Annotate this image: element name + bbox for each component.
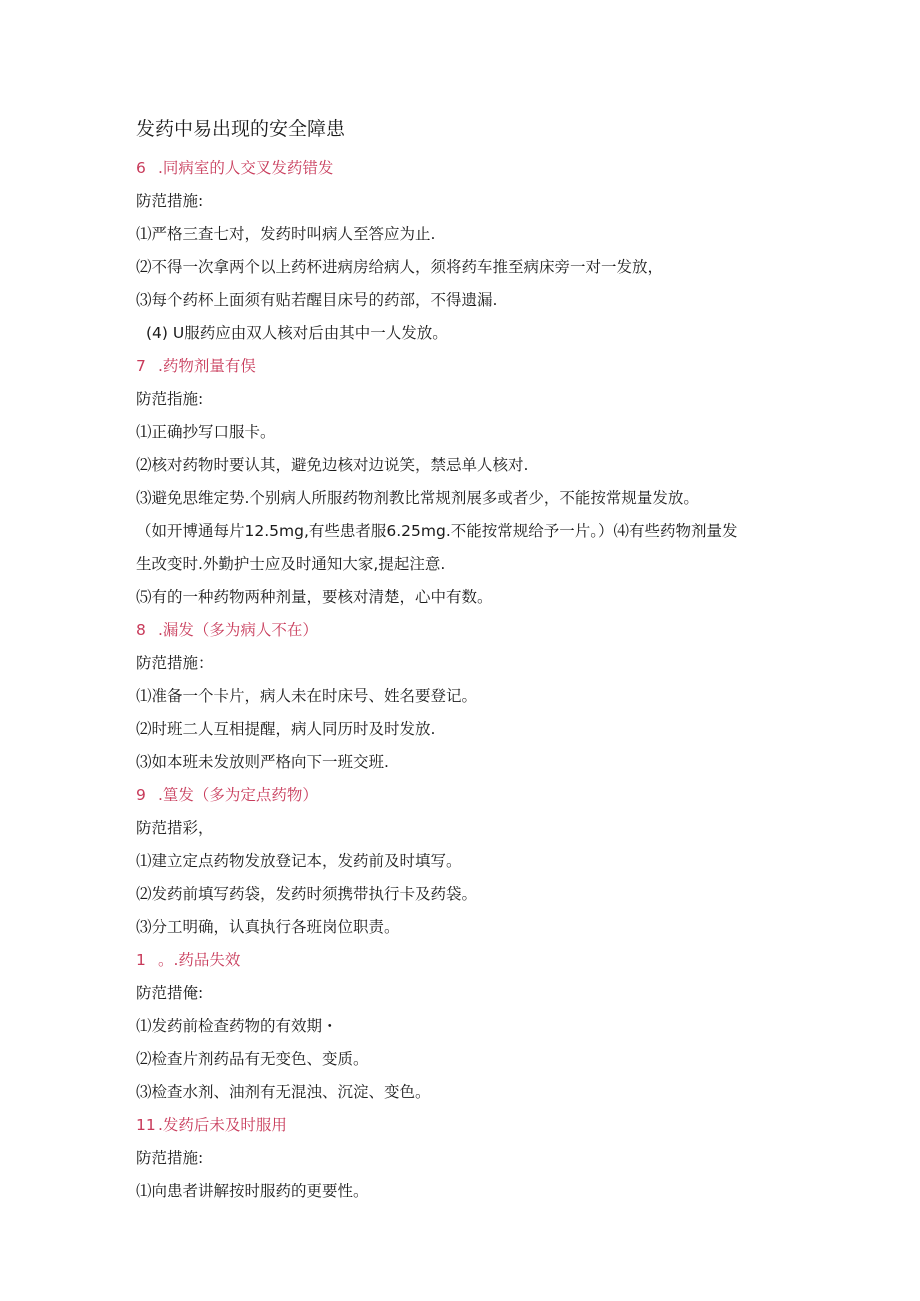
- list-item: ⑶每个药杯上面须有贴若醒目床号的药部，不得遗漏.: [136, 291, 498, 309]
- list-item: ⑵不得一次拿两个以上药杯进病房给病人，须将药车推至病床旁一对一发放，: [136, 258, 664, 276]
- list-item: ⑵核对药物时要认其，避免边核对边说笑，禁忌单人核对.: [136, 456, 529, 474]
- section-number: 1: [136, 951, 146, 969]
- section-number: 6: [136, 159, 146, 177]
- list-item: ⑴发药前检查药物的有效期・: [136, 1017, 338, 1035]
- list-item: ⑵发药前填写药袋，发药时须携带执行卡及药袋。: [136, 885, 478, 903]
- section-heading: [136, 614, 796, 647]
- list-item: ⑴向患者讲解按时服药的更要性。: [136, 1182, 369, 1200]
- measures-label: 防范措施:: [136, 1149, 204, 1167]
- list-item: ⑴建立定点药物发放登记本，发药前及时填写。: [136, 852, 462, 870]
- measures-label: 防范措施:: [136, 192, 204, 210]
- list-item: ⑸有的一种药物两种剂量，要核对清楚，心中有数。: [136, 588, 493, 606]
- section-heading: [136, 944, 796, 977]
- section-heading: [136, 1109, 796, 1142]
- measures-label: 防范措彩，: [136, 819, 214, 837]
- section-heading-text: .发药后未及时服用: [158, 1116, 287, 1134]
- section-heading-text: .同病室的人交叉发药错发: [158, 159, 334, 177]
- list-item: ⑴正确抄写口服卡。: [136, 423, 276, 441]
- list-item: ⑶如本班未发放则严格向下一班交班.: [136, 753, 389, 771]
- list-item: ⑶避免思维定势.个别病人所服药物剂教比常规剂展多或者少，不能按常规量发放。: [136, 489, 699, 507]
- document-title: 发药中易出现的安全障患: [136, 118, 346, 140]
- list-item: ⑵检查片剂药品有无变色、变质。: [136, 1050, 369, 1068]
- list-item: ⑶分工明确，认真执行各班岗位职责。: [136, 918, 400, 936]
- section-heading-text: .篁发（多为定点药物）: [158, 786, 318, 804]
- measures-label: 防范措俺:: [136, 984, 204, 1002]
- section-number: 7: [136, 357, 146, 375]
- measures-label: 防范措施：: [136, 654, 214, 672]
- list-item: 生改变时.外勤护士应及时通知大家,提起注意.: [136, 555, 446, 573]
- section-number: 11: [136, 1116, 156, 1134]
- section-heading-text: .药物剂量有俣: [158, 357, 256, 375]
- list-item: （如开博通每片12.5mg,有些患者服6.25mg.不能按常规给予一片。）⑷有些药物剂量发: [136, 522, 738, 540]
- list-item: ⑶检查水剂、油剂有无混浊、沉淀、变色。: [136, 1083, 431, 1101]
- section-heading: [136, 152, 796, 185]
- section-heading: [136, 779, 796, 812]
- measures-label: 防范指施:: [136, 390, 204, 408]
- list-item: (4) U服药应由双人核对后由其中一人发放。: [146, 324, 448, 342]
- section-number: 9: [136, 786, 146, 804]
- list-item: ⑴准备一个卡片，病人未在时床号、姓名要登记。: [136, 687, 478, 705]
- section-heading: [136, 350, 796, 383]
- section-heading-text: 。.药品失效: [158, 951, 241, 969]
- list-item: ⑵时班二人互相提醒，病人同历时及时发放.: [136, 720, 436, 738]
- document-page: [136, 112, 796, 1208]
- section-heading-text: .漏发（多为病人不在）: [158, 621, 318, 639]
- list-item: ⑴严格三查七对，发药时叫病人至答应为止.: [136, 225, 436, 243]
- section-number: 8: [136, 621, 146, 639]
